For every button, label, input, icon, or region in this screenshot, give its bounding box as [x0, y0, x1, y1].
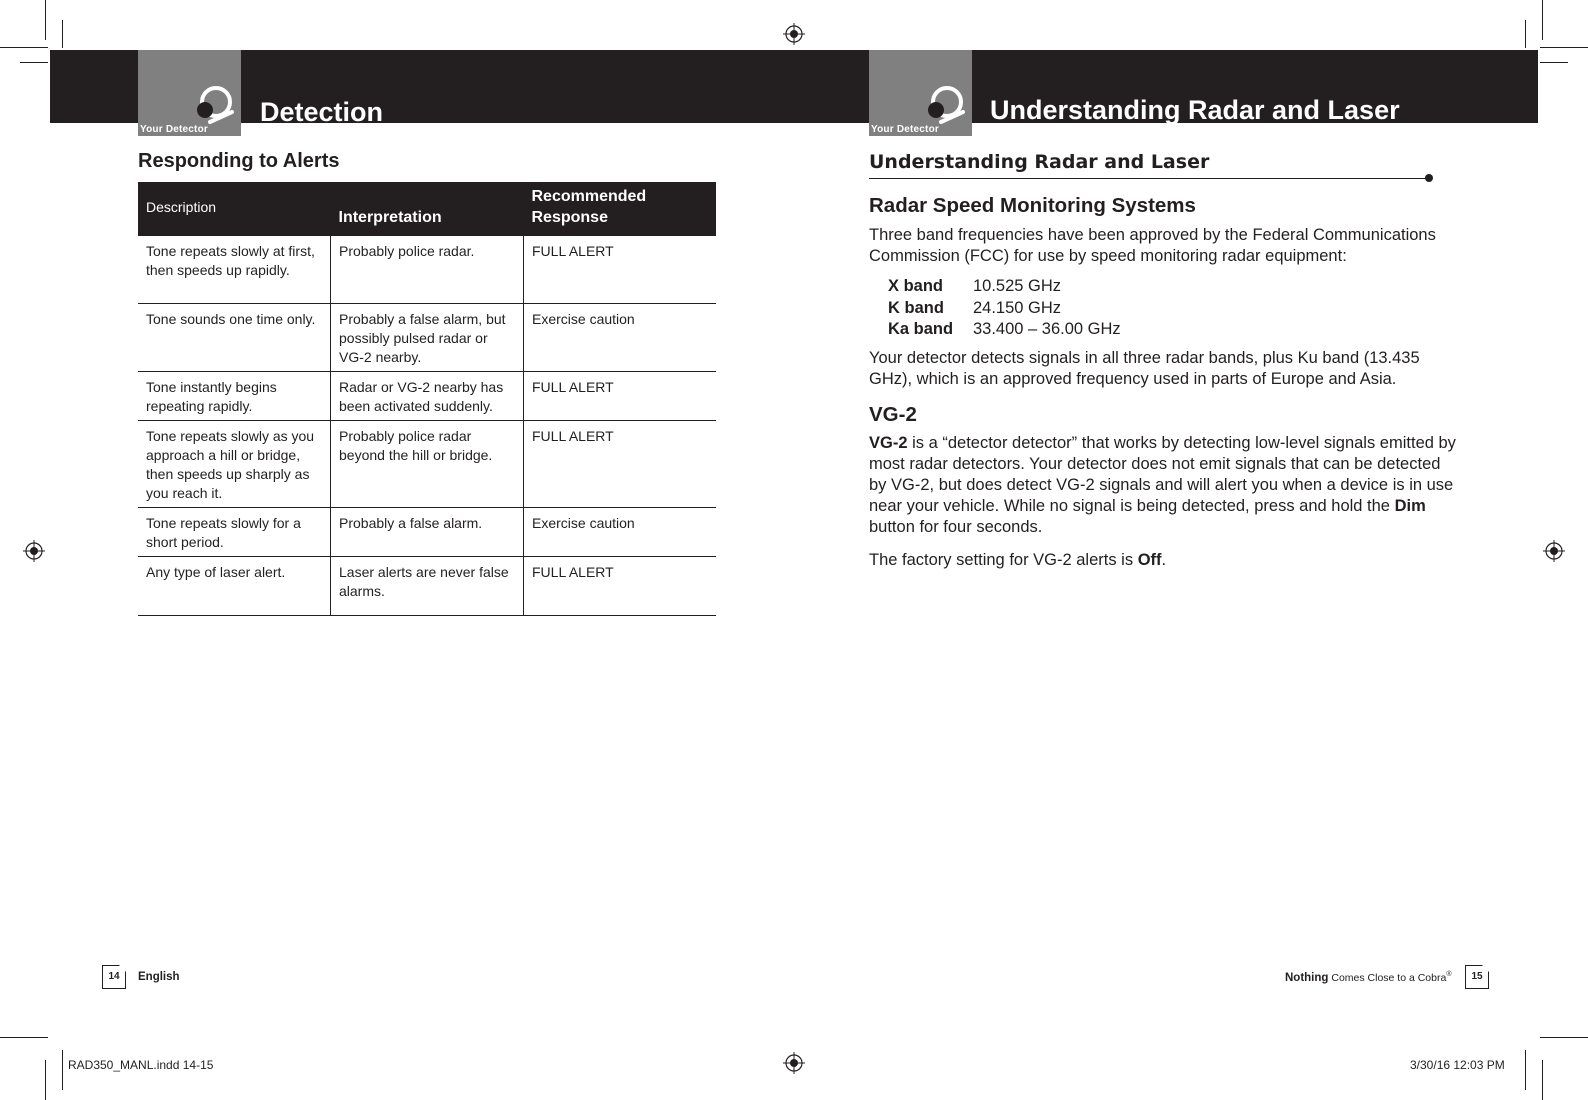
alerts-table: [138, 182, 716, 616]
crop-mark: [1542, 1060, 1543, 1100]
slogan-text: Comes Close to a Cobra: [1328, 971, 1447, 984]
crop-mark: [1525, 1050, 1526, 1090]
band-row: [888, 298, 1121, 320]
table-cell: Laser alerts are never false alarms.: [331, 556, 524, 615]
factory-end: .: [1161, 551, 1167, 569]
band-row: [888, 276, 1121, 298]
footer-language: English: [138, 971, 180, 983]
table-cell: Tone repeats slowly as you approach a hill or bridge, then speeds up sharply as you reach it.: [138, 420, 331, 507]
print-slug-file: RAD350_MANL.indd 14-15: [68, 1058, 214, 1072]
crop-mark: [0, 47, 48, 48]
radar-intro: Three band frequencies have been approved by the Federal Communications Commission (FCC) for use by speed monitoring radar equipment:: [869, 226, 1436, 265]
table-row: [138, 303, 716, 371]
crop-mark: [45, 1060, 46, 1100]
registration-mark-icon: [1543, 540, 1565, 562]
band-name: X band: [888, 277, 944, 295]
registration-mark-icon: [783, 23, 805, 45]
rule-end-dot: [1425, 174, 1433, 182]
table-header-row: [138, 182, 716, 236]
print-slug-date: 3/30/16 12:03 PM: [1410, 1058, 1505, 1072]
table-cell: Exercise caution: [524, 303, 717, 371]
table-row: [138, 507, 716, 556]
crop-mark: [1525, 20, 1526, 48]
vg2-text: is a “detector detector” that works by detecting low-level signals emitted by most radar detectors. Your detector does not emit signals that can be detected by VG-2, but does detect VG-2 signals and will alert you when a device is in use near your vehicle. While no signal is being detected, press and hold the: [869, 434, 1456, 515]
vg2-term: VG-2: [869, 434, 908, 452]
table-cell: FULL ALERT: [524, 556, 717, 615]
table-cell: Tone repeats slowly at first, then speeds up rapidly.: [138, 236, 331, 303]
table-cell: Radar or VG-2 nearby has been activated suddenly.: [331, 371, 524, 420]
dim-button-label: Dim: [1394, 497, 1426, 515]
table-cell: Exercise caution: [524, 507, 717, 556]
radar-heading: Radar Speed Monitoring Systems: [869, 194, 1196, 217]
column-header: Recommended Response: [524, 182, 717, 236]
factory-text: The factory setting for VG-2 alerts is: [869, 551, 1138, 569]
crop-mark: [62, 1050, 63, 1090]
table-row: [138, 236, 716, 303]
section-title: Understanding Radar and Laser: [869, 151, 1210, 173]
right-section-tab: [869, 50, 972, 136]
table-cell: Probably police radar.: [331, 236, 524, 303]
page-number: 14: [102, 965, 126, 989]
band-frequency: 10.525 GHz: [973, 277, 1062, 295]
crop-mark: [62, 20, 63, 48]
band-name: K band: [888, 298, 944, 317]
page-number: 15: [1465, 965, 1489, 989]
table-row: [138, 556, 716, 615]
crop-mark: [1540, 62, 1568, 63]
left-header-title: Detection: [260, 97, 384, 127]
crop-mark: [1542, 0, 1543, 40]
table-row: [138, 371, 716, 420]
table-cell: Tone sounds one time only.: [138, 303, 331, 371]
vg2-heading: VG-2: [869, 403, 917, 426]
section-title: Responding to Alerts: [138, 150, 340, 172]
table-cell: Probably a false alarm, but possibly pulsed radar or VG-2 nearby.: [331, 303, 524, 371]
band-list: [888, 276, 1121, 341]
table-row: [138, 420, 716, 507]
band-name: Ka band: [888, 320, 954, 338]
table-cell: Probably police radar beyond the hill or bridge.: [331, 420, 524, 507]
crop-mark: [45, 0, 46, 40]
crop-mark: [1540, 1037, 1588, 1038]
crop-mark: [1540, 47, 1588, 48]
column-header: Interpretation: [331, 182, 524, 236]
table-cell: FULL ALERT: [524, 420, 717, 507]
table-cell: Probably a false alarm.: [331, 507, 524, 556]
band-frequency: 33.400 – 36.00 GHz: [973, 320, 1121, 338]
radar-detail: Your detector detects signals in all three radar bands, plus Ku band (13.435 GHz), which is an approved frequency used in parts of Europe and Asia.: [869, 349, 1420, 388]
vg2-text: button for four seconds.: [869, 518, 1043, 536]
crop-mark: [20, 62, 48, 63]
trademark: ®: [1446, 971, 1452, 978]
left-section-tab: [138, 50, 241, 136]
right-header-title: Understanding Radar and Laser: [990, 95, 1400, 125]
band-row: [888, 319, 1121, 341]
table-cell: Any type of laser alert.: [138, 556, 331, 615]
registration-mark-icon: [783, 1052, 805, 1074]
factory-value: Off: [1137, 551, 1162, 569]
table-cell: FULL ALERT: [524, 236, 717, 303]
tab-label: Your Detector: [140, 124, 208, 135]
table-cell: FULL ALERT: [524, 371, 717, 420]
table-cell: Tone instantly begins repeating rapidly.: [138, 371, 331, 420]
section-rule: [869, 178, 1429, 179]
vg2-paragraph: [869, 433, 1457, 538]
tab-label: Your Detector: [871, 124, 939, 135]
crop-mark: [0, 1037, 48, 1038]
factory-setting: [869, 550, 1459, 571]
registration-mark-icon: [23, 540, 45, 562]
slogan-bold: Nothing: [1285, 971, 1329, 984]
band-frequency: 24.150 GHz: [973, 298, 1062, 317]
table-cell: Tone repeats slowly for a short period.: [138, 507, 331, 556]
column-header: Description: [138, 182, 331, 236]
footer-slogan: [1285, 971, 1452, 984]
